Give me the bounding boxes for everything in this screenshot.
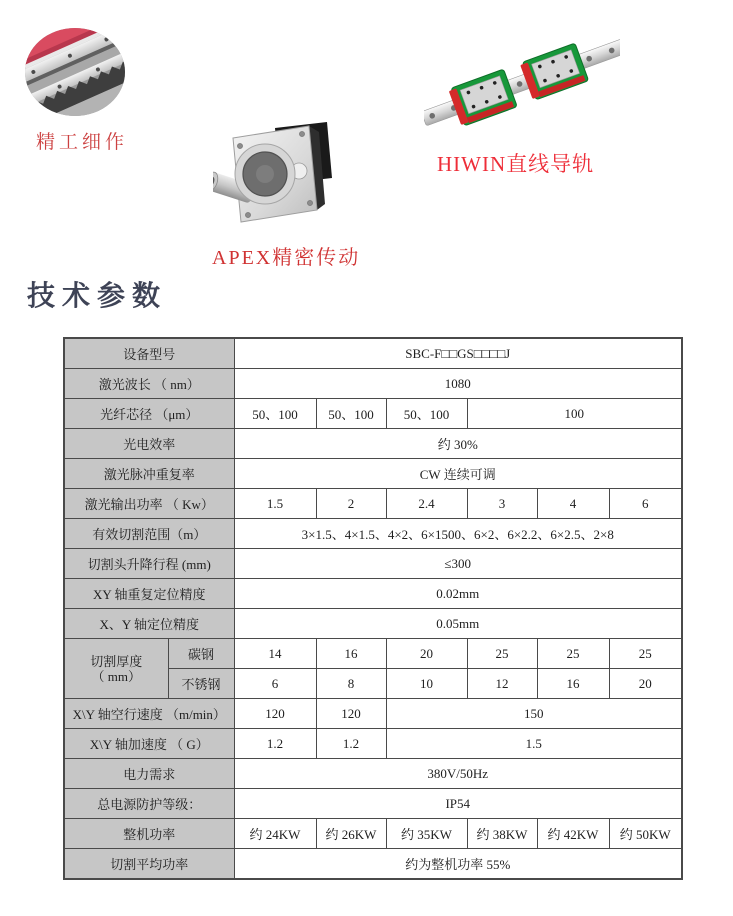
caption-apex-transmission: APEX精密传动 xyxy=(212,247,361,269)
spec-label-cell: 电力需求 xyxy=(64,759,234,789)
spec-value-cell: 120 xyxy=(234,699,316,729)
spec-value-cell: 25 xyxy=(467,639,537,669)
spec-value-cell: 25 xyxy=(537,639,609,669)
spec-sublabel-cell: 不锈钢 xyxy=(168,669,234,699)
spec-value-cell: 150 xyxy=(386,699,682,729)
spec-label-cell: X、Y 轴定位精度 xyxy=(64,609,234,639)
table-row xyxy=(64,519,682,549)
spec-value-cell: 约 26KW xyxy=(316,819,386,849)
spec-value-cell: 约 24KW xyxy=(234,819,316,849)
spec-label-cell: X\Y 轴加速度 （ G） xyxy=(64,729,234,759)
spec-value-cell: IP54 xyxy=(234,789,682,819)
spec-table-container xyxy=(63,337,683,880)
spec-value-cell: 1.5 xyxy=(386,729,682,759)
spec-value-cell: 12 xyxy=(467,669,537,699)
spec-label-cell: 激光脉冲重复率 xyxy=(64,459,234,489)
apex-gearbox-photo xyxy=(213,112,335,240)
spec-value-cell: 2 xyxy=(316,489,386,519)
spec-label-cell: 光纤芯径 （μm） xyxy=(64,399,234,429)
spec-label-line: 切割厚度 xyxy=(90,653,143,669)
spec-label-cell: 设备型号 xyxy=(64,338,234,369)
table-row xyxy=(64,819,682,849)
caption-fine-workmanship: 精工细作 xyxy=(36,132,129,153)
spec-value-cell: 0.02mm xyxy=(234,579,682,609)
spec-label-cell: 切割平均功率 xyxy=(64,849,234,880)
spec-value-cell: 约为整机功率 55% xyxy=(234,849,682,880)
spec-value-cell: 14 xyxy=(234,639,316,669)
spec-value-cell: 3 xyxy=(467,489,537,519)
spec-value-cell: 约 30% xyxy=(234,429,682,459)
spec-value-cell: 1.2 xyxy=(316,729,386,759)
table-row xyxy=(64,639,682,669)
spec-value-cell: 16 xyxy=(316,639,386,669)
spec-label-cell: 整机功率 xyxy=(64,819,234,849)
hiwin-linear-rail-photo xyxy=(424,12,620,134)
table-row xyxy=(64,399,682,429)
spec-label-line: （ mm） xyxy=(91,668,141,684)
table-row xyxy=(64,759,682,789)
spec-value-cell: 4 xyxy=(537,489,609,519)
table-row xyxy=(64,369,682,399)
spec-label-cell: 有效切割范围（m） xyxy=(64,519,234,549)
spec-value-cell: 3×1.5、4×1.5、4×2、6×1500、6×2、6×2.2、6×2.5、2×8 xyxy=(234,519,682,549)
spec-value-cell: 20 xyxy=(609,669,682,699)
spec-value-cell: 50、100 xyxy=(386,399,467,429)
caption-hiwin-rail: HIWIN直线导轨 xyxy=(437,152,595,176)
spec-value-cell: SBC-F□□GS□□□□J xyxy=(234,338,682,369)
spec-value-cell: 50、100 xyxy=(316,399,386,429)
table-row xyxy=(64,699,682,729)
spec-label-cell: 光电效率 xyxy=(64,429,234,459)
table-row xyxy=(64,429,682,459)
spec-label-cell: 激光输出功率 （ Kw） xyxy=(64,489,234,519)
guide-rail-rack-photo xyxy=(25,28,125,116)
table-row xyxy=(64,489,682,519)
table-row xyxy=(64,549,682,579)
spec-value-cell: 约 35KW xyxy=(386,819,467,849)
spec-value-cell: 2.4 xyxy=(386,489,467,519)
spec-label-cell: XY 轴重复定位精度 xyxy=(64,579,234,609)
spec-table xyxy=(63,337,683,880)
spec-value-cell: CW 连续可调 xyxy=(234,459,682,489)
spec-value-cell: 6 xyxy=(609,489,682,519)
spec-value-cell: 约 38KW xyxy=(467,819,537,849)
spec-value-cell: 380V/50Hz xyxy=(234,759,682,789)
spec-label-cell: 总电源防护等级： xyxy=(64,789,234,819)
spec-value-cell: 1.5 xyxy=(234,489,316,519)
spec-value-cell: ≤300 xyxy=(234,549,682,579)
spec-value-cell: 10 xyxy=(386,669,467,699)
spec-value-cell: 16 xyxy=(537,669,609,699)
spec-value-cell: 0.05mm xyxy=(234,609,682,639)
spec-value-cell: 约 42KW xyxy=(537,819,609,849)
spec-value-cell: 100 xyxy=(467,399,682,429)
spec-label-cell xyxy=(64,639,168,699)
spec-label-cell: 切割头升降行程 (mm) xyxy=(64,549,234,579)
table-row xyxy=(64,338,682,369)
spec-label-cell: X\Y 轴空行速度 （m/min） xyxy=(64,699,234,729)
spec-value-cell: 50、100 xyxy=(234,399,316,429)
spec-value-cell: 约 50KW xyxy=(609,819,682,849)
spec-value-cell: 25 xyxy=(609,639,682,669)
table-row xyxy=(64,459,682,489)
table-row xyxy=(64,729,682,759)
table-row xyxy=(64,609,682,639)
spec-value-cell: 20 xyxy=(386,639,467,669)
spec-value-cell: 6 xyxy=(234,669,316,699)
spec-value-cell: 120 xyxy=(316,699,386,729)
spec-sublabel-cell: 碳钢 xyxy=(168,639,234,669)
page-title: 技术参数 xyxy=(27,281,168,312)
spec-value-cell: 1080 xyxy=(234,369,682,399)
spec-value-cell: 8 xyxy=(316,669,386,699)
table-row xyxy=(64,849,682,880)
spec-value-cell: 1.2 xyxy=(234,729,316,759)
spec-label-cell: 激光波长 （ nm） xyxy=(64,369,234,399)
table-row xyxy=(64,579,682,609)
table-row xyxy=(64,789,682,819)
